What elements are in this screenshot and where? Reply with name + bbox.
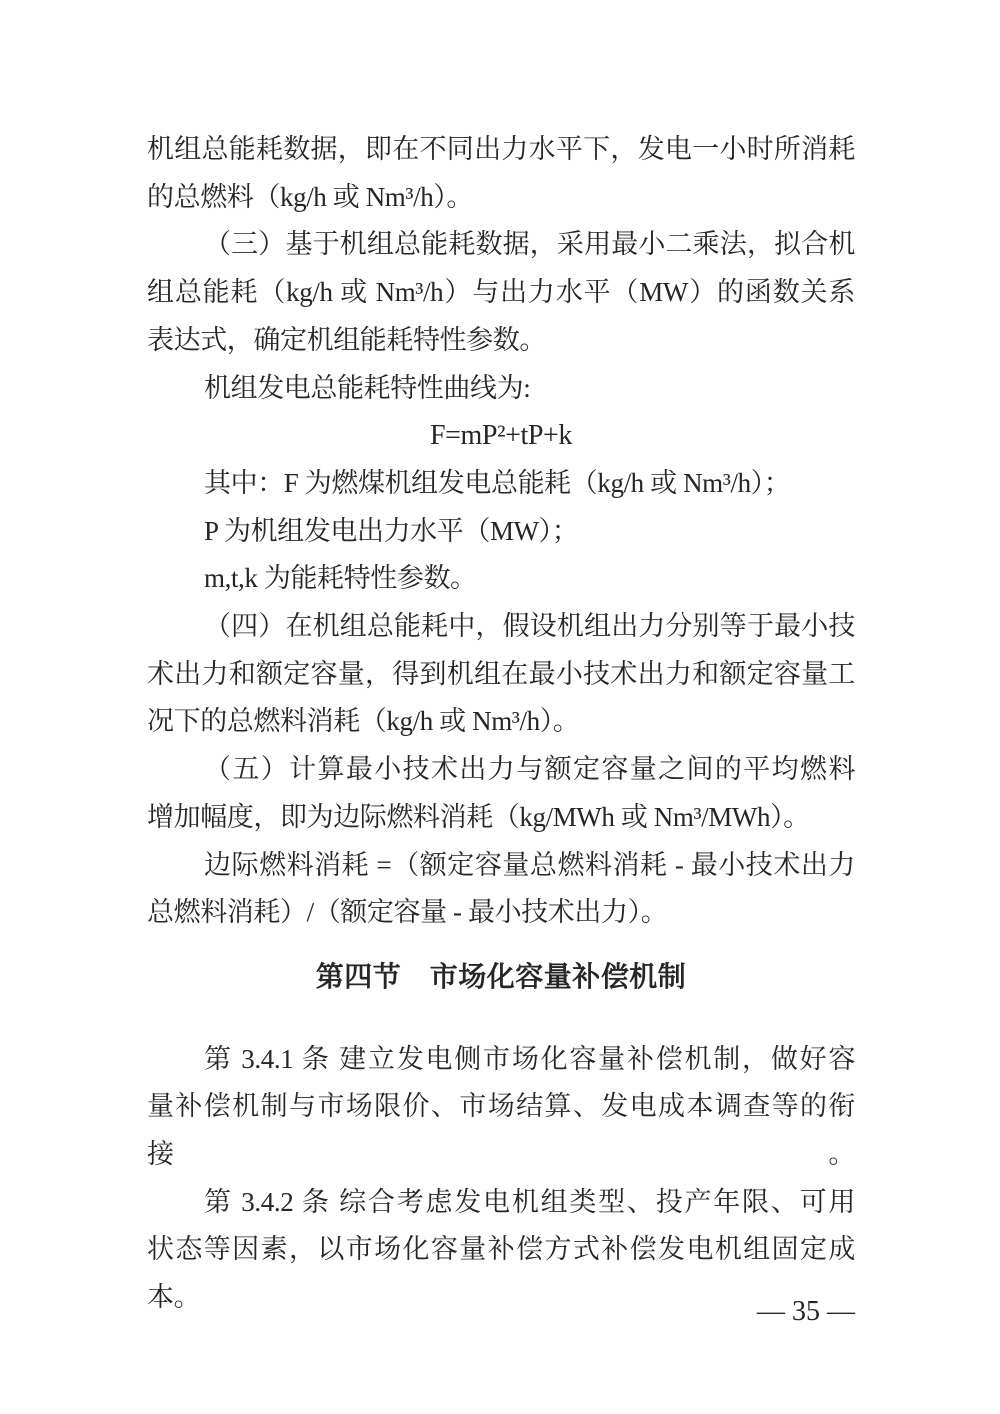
text-line: 第 3.4.1 条 建立发电侧市场化容量补偿机制，做好容 — [204, 1043, 855, 1074]
text-line: 总燃料消耗）/（额定容量 - 最小技术出力）。 — [147, 897, 668, 928]
text-line: 第 3.4.2 条 综合考虑发电机组类型、投产年限、可用 — [204, 1186, 855, 1217]
page-number: — 35 — — [757, 1296, 855, 1327]
formula-line: F=mP²+tP+k — [429, 420, 573, 452]
text-line: P 为机组发电出力水平（MW）； — [204, 515, 579, 546]
text-line: 机组总能耗数据，即在不同出力水平下，发电一小时所消耗 — [147, 134, 855, 164]
text-line: 本。 — [147, 1282, 201, 1313]
text-line: m,t,k 为能耗特性参数。 — [204, 563, 477, 594]
text-line: （五）计算最小技术出力与额定容量之间的平均燃料 — [204, 754, 855, 785]
section-heading: 第四节 市场化容量补偿机制 — [315, 961, 687, 993]
text-line: 边际燃料消耗 =（额定容量总燃料消耗 - 最小技术出力 — [204, 849, 855, 880]
document-body — [147, 126, 855, 1322]
text-line: 机组发电总能耗特性曲线为: — [204, 372, 531, 403]
text-line: 组总能耗（kg/h 或 Nm³/h）与出力水平（MW）的函数关系 — [147, 277, 855, 308]
text-line: 况下的总燃料消耗（kg/h 或 Nm³/h）。 — [147, 706, 580, 737]
text-line: 状态等因素，以市场化容量补偿方式补偿发电机组固定成 — [147, 1234, 855, 1265]
text-line: 增加幅度，即为边际燃料消耗（kg/MWh 或 Nm³/MWh）。 — [147, 801, 810, 832]
text-line: 其中：F 为燃煤机组发电总能耗（kg/h 或 Nm³/h）； — [204, 467, 791, 498]
text-line: 量补偿机制与市场限价、市场结算、发电成本调查等的衔接。 — [147, 1091, 855, 1170]
text-line: （四）在机组总能耗中，假设机组出力分别等于最小技 — [204, 611, 855, 642]
text-line: 的总燃料（kg/h 或 Nm³/h）。 — [147, 181, 473, 212]
text-line: 术出力和额定容量，得到机组在最小技术出力和额定容量工 — [147, 658, 855, 689]
text-line: 表达式，确定机组能耗特性参数。 — [147, 324, 546, 355]
text-line: （三）基于机组总能耗数据，采用最小二乘法，拟合机 — [204, 229, 855, 260]
